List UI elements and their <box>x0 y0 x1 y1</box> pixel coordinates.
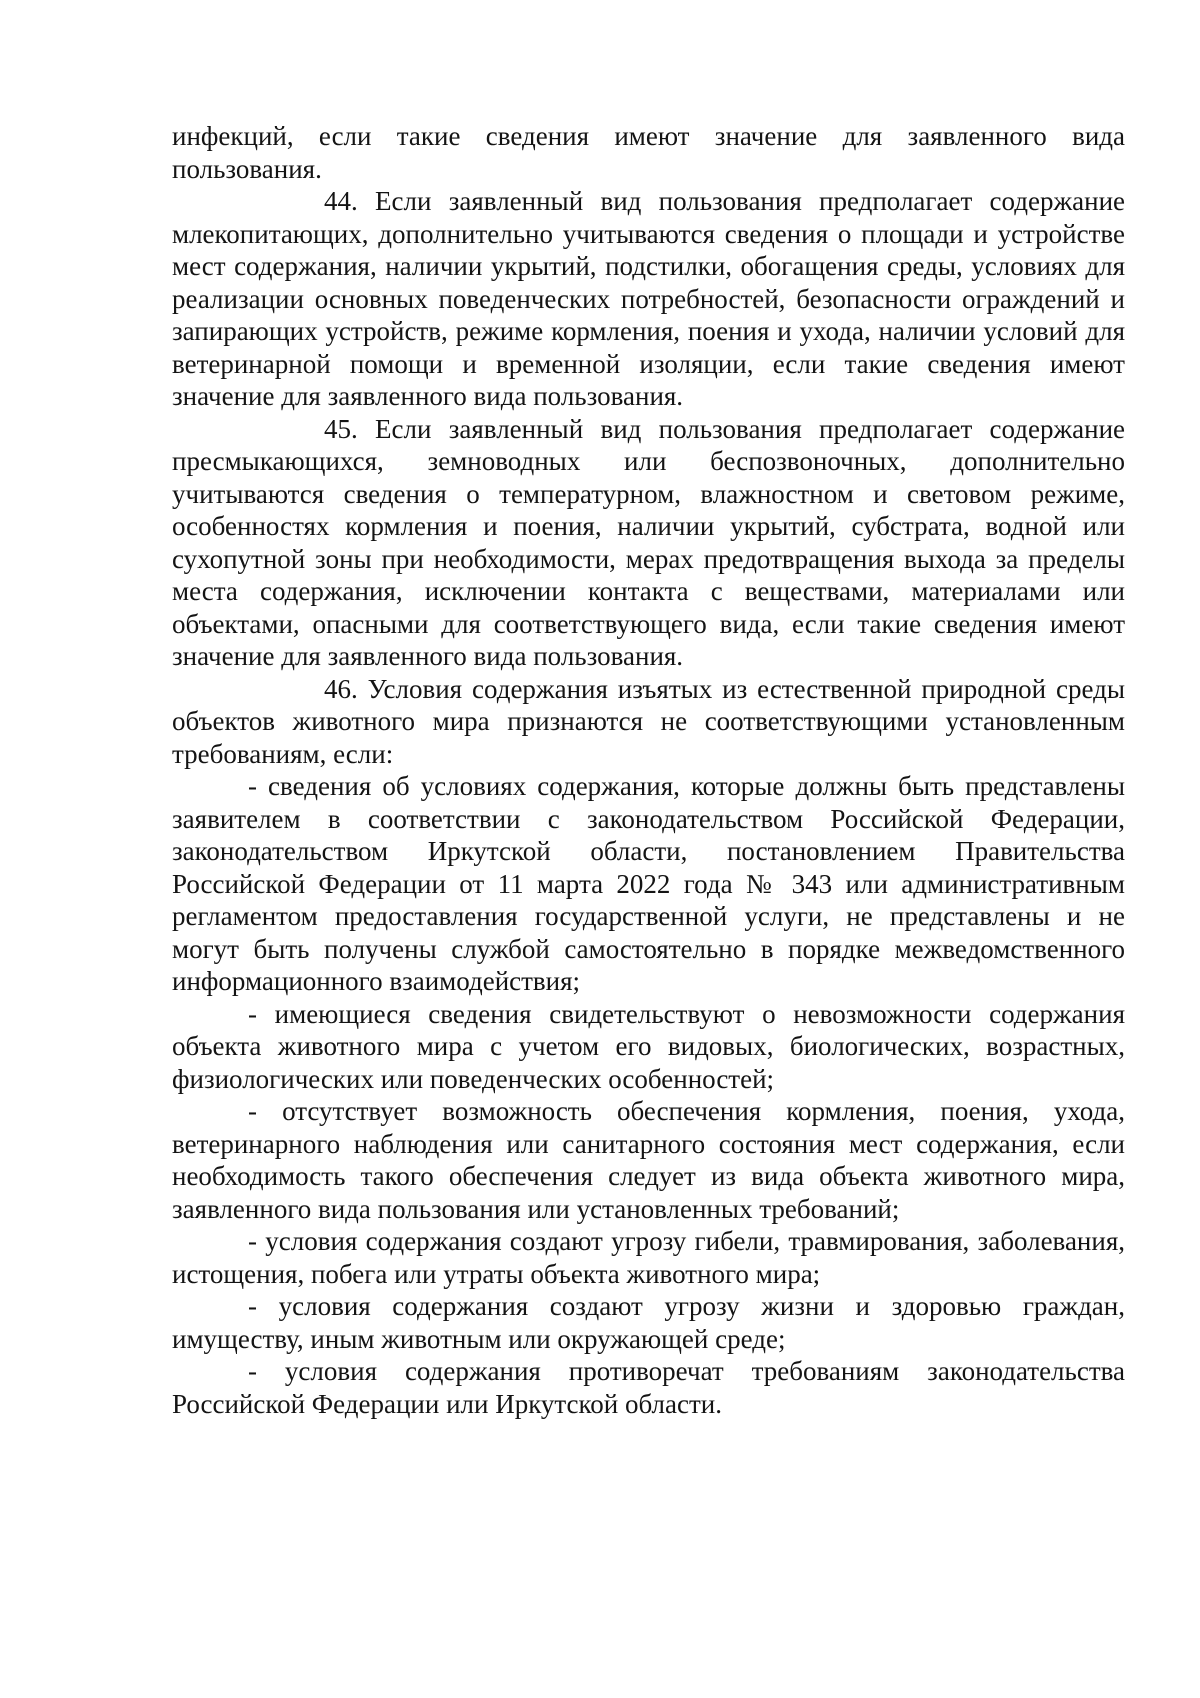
document-body <box>172 120 1125 1420</box>
list-item: - условия содержания создают угрозу гибели, травмирования, заболевания, истощения, побега или утраты объекта животного мира; <box>172 1226 1125 1289</box>
paragraph-44 <box>172 185 1125 413</box>
paragraph-46 <box>172 673 1125 771</box>
list-item: - сведения об условиях содержания, которые должны быть представлены заявителем в соответствии с законодательством Российской Федерации, законодательством Иркутской области, постановлением Правительства Российской Федерации от 11 марта 2022 года № 343 или административным регламентом предоставления государственной услуги, не представлены и не могут быть получены службой самостоятельно в порядке межведомственного информационного взаимодействия; <box>172 771 1125 996</box>
paragraph-text: инфекций, если такие сведения имеют значение для заявленного вида пользования. <box>172 121 1125 184</box>
list-item: - условия содержания противоречат требованиям законодательства Российской Федерации или Иркутской области. <box>172 1356 1125 1419</box>
paragraph-continuation <box>172 120 1125 185</box>
paragraph-number: 46. <box>324 673 358 704</box>
list-item: - условия содержания создают угрозу жизни и здоровью граждан, имуществу, иным животным или окружающей среде; <box>172 1291 1125 1354</box>
paragraph-number: 45. <box>324 413 358 444</box>
paragraph-text: Если заявленный вид пользования предполагает содержание пресмыкающихся, земноводных или беспозвоночных, дополнительно учитываются сведения о температурном, влажностном и световом режиме, особенностях кормления и поения, наличии укрытий, субстрата, водной или сухопутной зоны при необходимости, мерах предотвращения выхода за пределы места содержания, исключении контакта с веществами, материалами или объектами, опасными для соответствующего вида, если такие сведения имеют значение для заявленного вида пользования. <box>172 413 1125 671</box>
paragraph-number: 44. <box>324 186 358 216</box>
paragraph-text: Условия содержания изъятых из естественной природной среды объектов животного мира признаются не соответствующими установленным требованиям, если: <box>172 673 1126 769</box>
paragraph-45 <box>172 413 1125 673</box>
paragraph-text: Если заявленный вид пользования предполагает содержание млекопитающих, дополнительно учитываются сведения о площади и устройстве мест содержания, наличии укрытий, подстилки, обогащения среды, условиях для реализации основных поведенческих потребностей, безопасности ограждений и запирающих устройств, режиме кормления, поения и ухода, наличии условий для ветеринарной помощи и временной изоляции, если такие сведения имеют значение для заявленного вида пользования. <box>172 186 1125 411</box>
list-item: - имеющиеся сведения свидетельствуют о невозможности содержания объекта животного мира с учетом его видовых, биологических, возрастных, физиологических или поведенческих особенностей; <box>172 998 1125 1094</box>
list-item: - отсутствует возможность обеспечения кормления, поения, ухода, ветеринарного наблюдения или санитарного состояния мест содержания, если необходимость такого обеспечения следует из вида объекта животного мира, заявленного вида пользования или установленных требований; <box>172 1096 1125 1224</box>
